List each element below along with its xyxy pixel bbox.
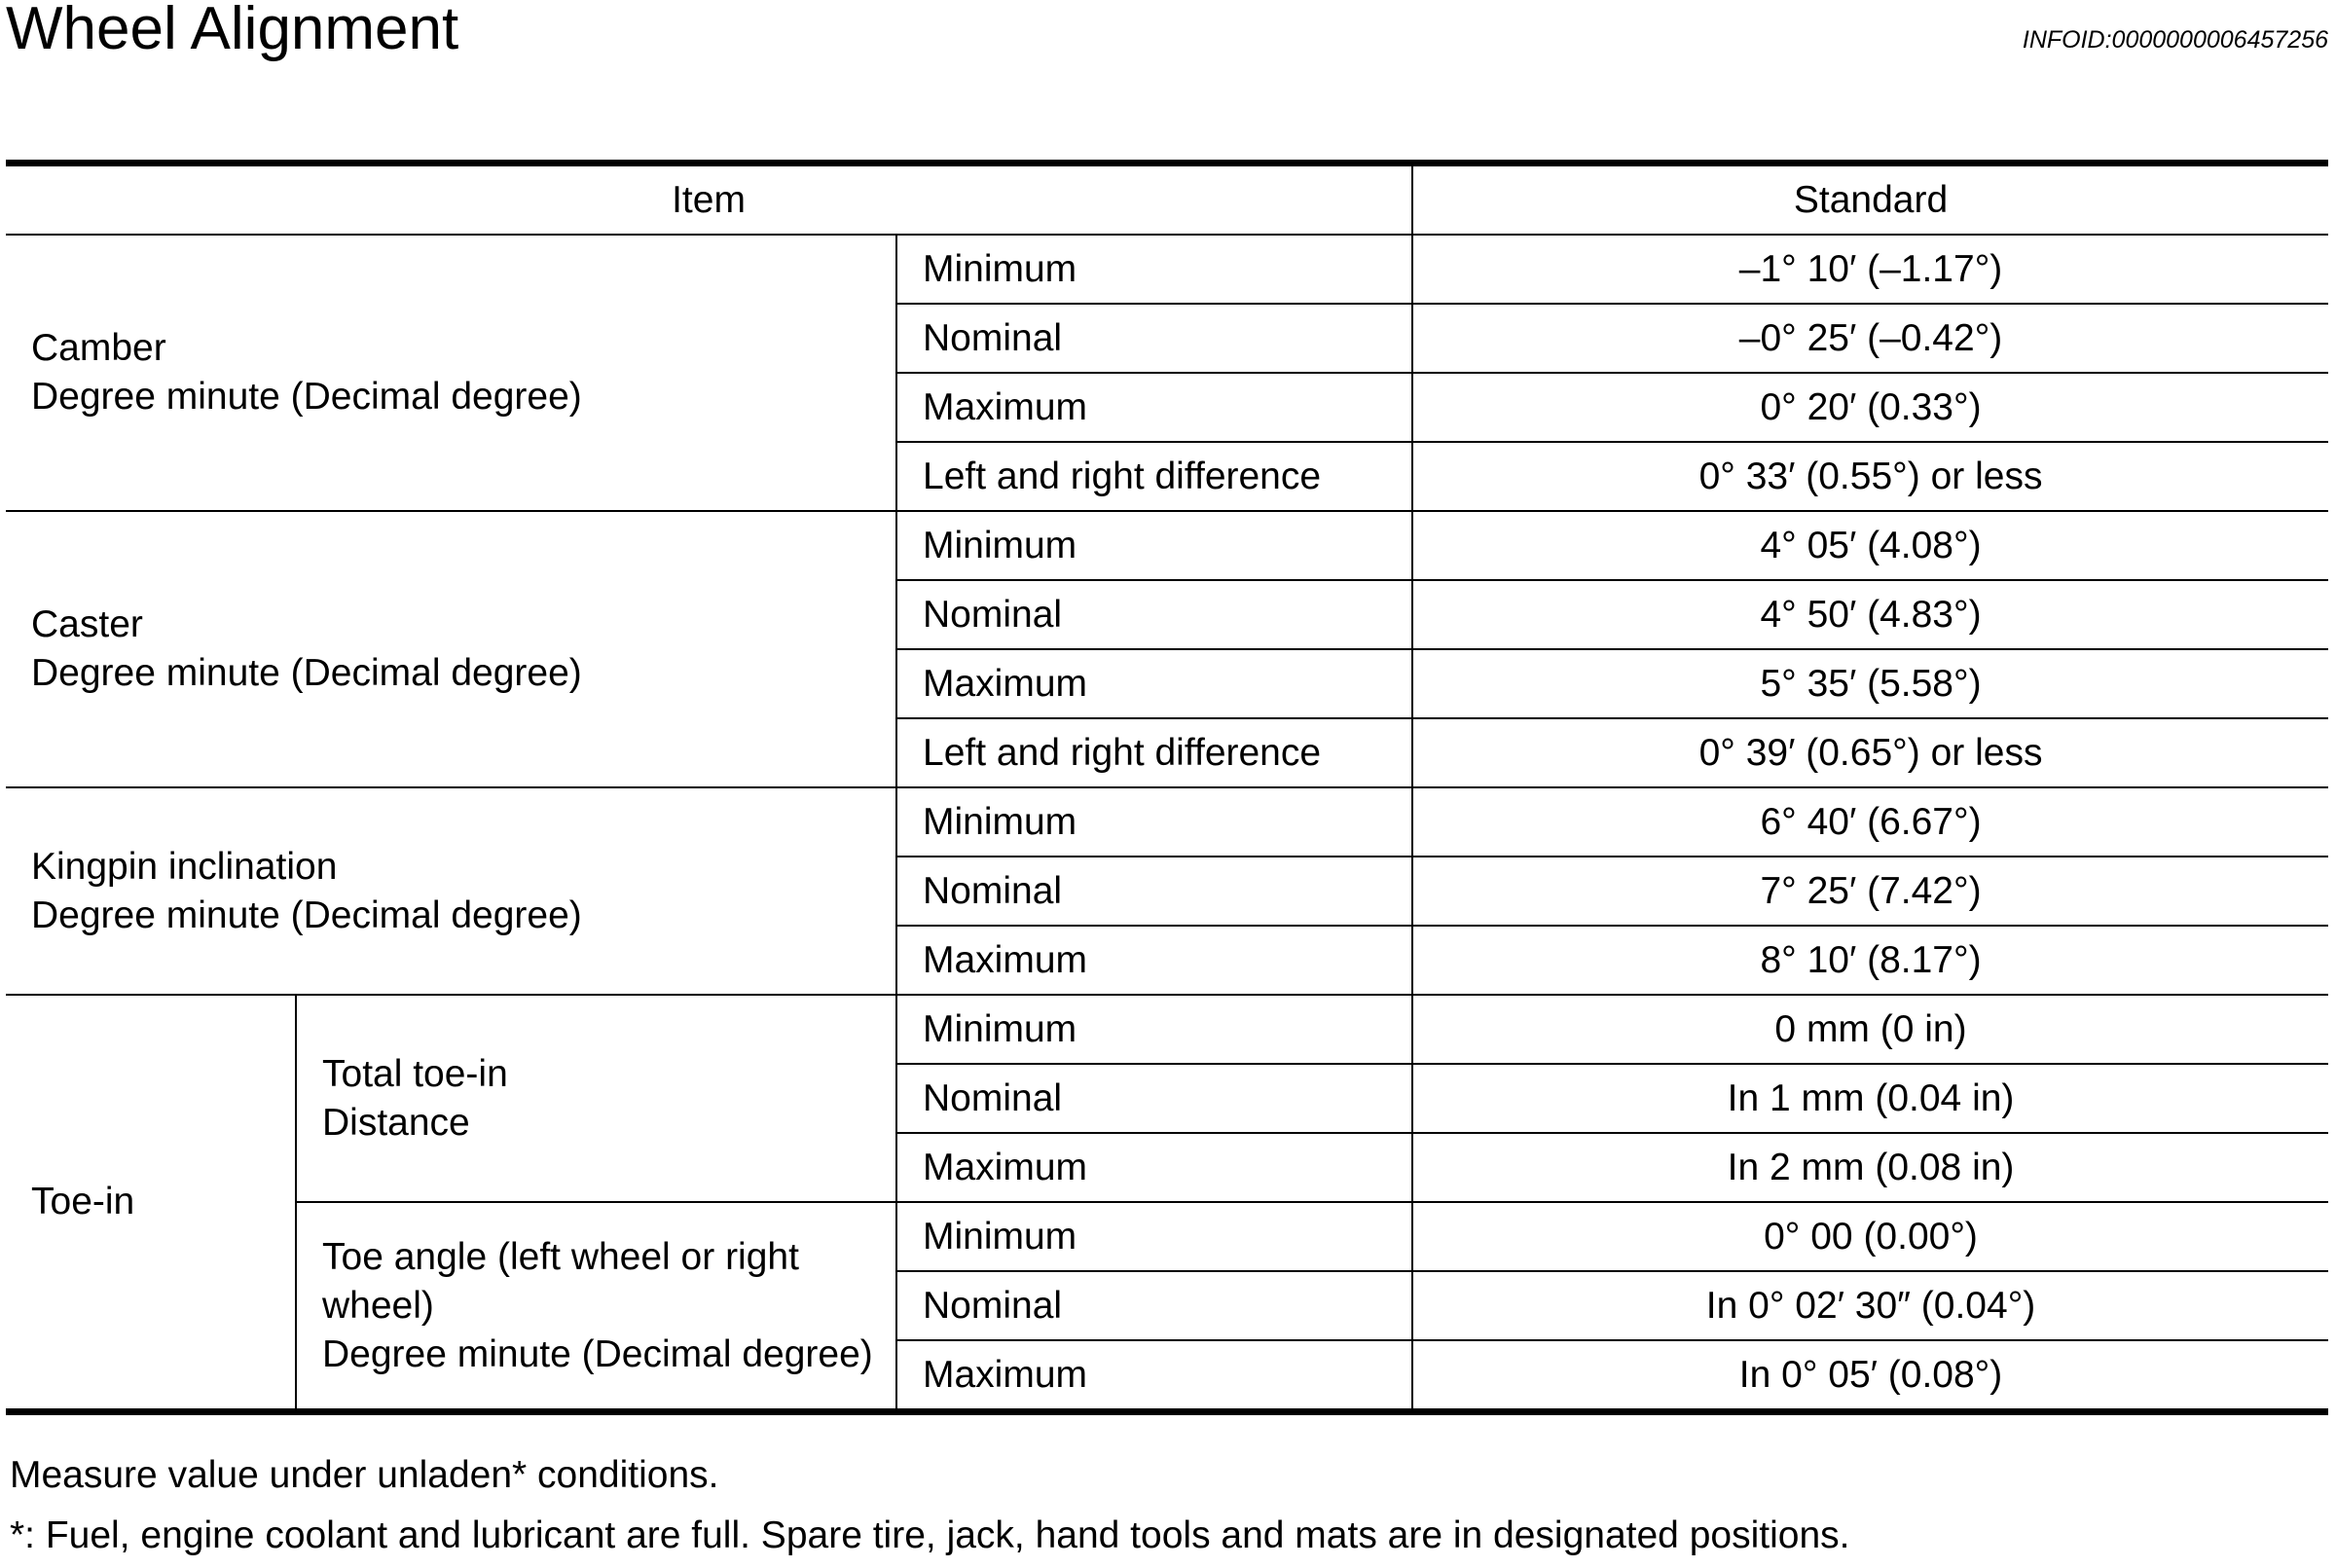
row-item-label: Nominal (896, 1271, 1412, 1340)
row-value: 5° 35′ (5.58°) (1412, 649, 2328, 718)
header-standard: Standard (1412, 164, 2328, 236)
toe-angle-label-line2: wheel) (322, 1284, 434, 1327)
row-value: 0° 20′ (0.33°) (1412, 373, 2328, 442)
kingpin-group-label (6, 787, 896, 995)
kingpin-unit: Degree minute (Decimal degree) (31, 893, 582, 936)
table-row (6, 1202, 2328, 1271)
row-item-label: Nominal (896, 857, 1412, 926)
header-item: Item (6, 164, 1412, 236)
row-value: 8° 10′ (8.17°) (1412, 926, 2328, 995)
row-item-label: Nominal (896, 580, 1412, 649)
info-id: INFOID:0000000006457256 (2022, 26, 2328, 54)
measure-note: Measure value under unladen* conditions. (10, 1454, 719, 1496)
row-item-label: Nominal (896, 1064, 1412, 1133)
table-row (6, 787, 2328, 857)
row-value: In 2 mm (0.08 in) (1412, 1133, 2328, 1202)
toe-in-label: Toe-in (6, 995, 296, 1412)
row-item-label: Minimum (896, 235, 1412, 304)
wheel-alignment-table (6, 160, 2328, 1415)
toe-angle-group-label (296, 1202, 896, 1412)
total-toe-in-label: Total toe-in (322, 1052, 508, 1095)
caster-label: Caster (31, 603, 143, 645)
row-item-label: Minimum (896, 511, 1412, 580)
caster-unit: Degree minute (Decimal degree) (31, 652, 582, 694)
row-value: 0° 39′ (0.65°) or less (1412, 718, 2328, 787)
table-row (6, 511, 2328, 580)
caster-group-label (6, 511, 896, 787)
camber-group-label (6, 235, 896, 511)
row-item-label: Nominal (896, 304, 1412, 373)
row-value: In 0° 05′ (0.08°) (1412, 1340, 2328, 1412)
row-value: 0° 33′ (0.55°) or less (1412, 442, 2328, 511)
row-value: In 0° 02′ 30″ (0.04°) (1412, 1271, 2328, 1340)
row-value: 0° 00 (0.00°) (1412, 1202, 2328, 1271)
row-item-label: Minimum (896, 1202, 1412, 1271)
row-item-label: Minimum (896, 787, 1412, 857)
camber-label: Camber (31, 327, 166, 369)
camber-unit: Degree minute (Decimal degree) (31, 376, 582, 418)
row-value: 6° 40′ (6.67°) (1412, 787, 2328, 857)
row-item-label: Maximum (896, 1133, 1412, 1202)
row-value: 7° 25′ (7.42°) (1412, 857, 2328, 926)
total-toe-in-group-label (296, 995, 896, 1202)
row-item-label: Maximum (896, 1340, 1412, 1412)
row-value: 4° 05′ (4.08°) (1412, 511, 2328, 580)
row-item-label: Left and right difference (896, 442, 1412, 511)
row-item-label: Maximum (896, 926, 1412, 995)
toe-angle-label-line1: Toe angle (left wheel or right (322, 1235, 799, 1278)
row-value: In 1 mm (0.04 in) (1412, 1064, 2328, 1133)
table-header-row (6, 164, 2328, 236)
page-title: Wheel Alignment (6, 0, 459, 62)
row-value: 4° 50′ (4.83°) (1412, 580, 2328, 649)
total-toe-in-unit: Distance (322, 1101, 470, 1144)
table-row (6, 235, 2328, 304)
row-item-label: Minimum (896, 995, 1412, 1064)
footnote: *: Fuel, engine coolant and lubricant are full. Spare tire, jack, hand tools and mats are in designated positions. (10, 1514, 1850, 1556)
row-value: –0° 25′ (–0.42°) (1412, 304, 2328, 373)
kingpin-label: Kingpin inclination (31, 845, 338, 888)
toe-angle-unit: Degree minute (Decimal degree) (322, 1332, 873, 1375)
row-value: 0 mm (0 in) (1412, 995, 2328, 1064)
row-item-label: Maximum (896, 649, 1412, 718)
row-value: –1° 10′ (–1.17°) (1412, 235, 2328, 304)
row-item-label: Maximum (896, 373, 1412, 442)
row-item-label: Left and right difference (896, 718, 1412, 787)
table-row (6, 995, 2328, 1064)
